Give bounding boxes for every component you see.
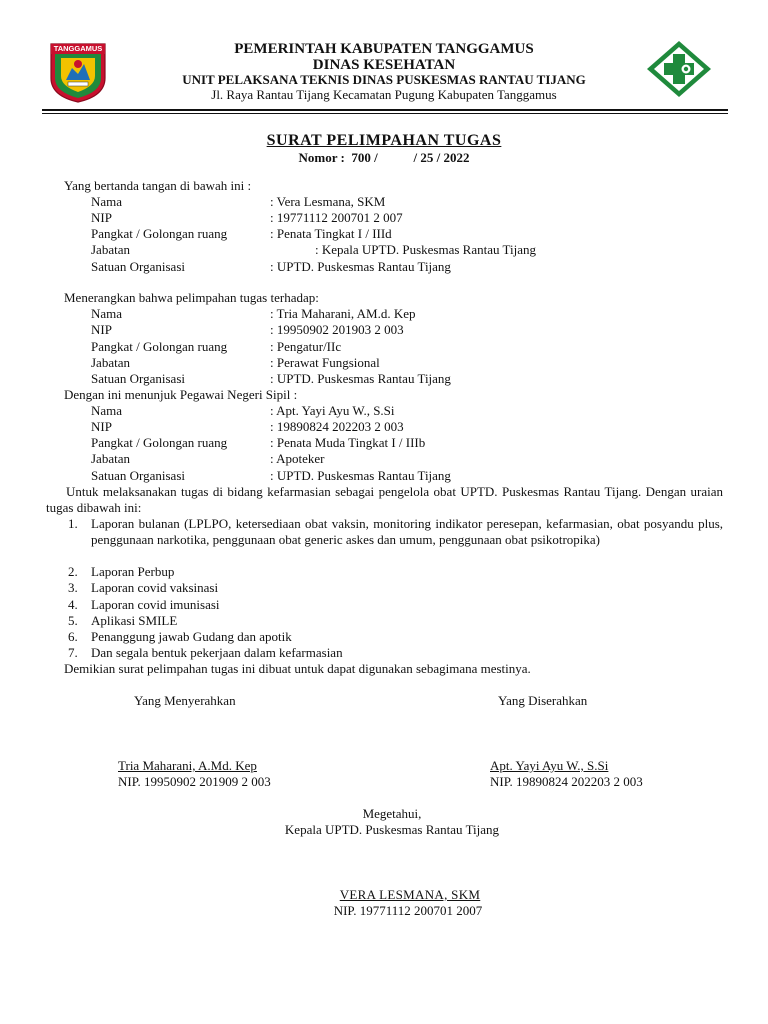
task-5-text: Aplikasi SMILE	[91, 613, 178, 628]
intro-text: Yang bertanda tangan di bawah ini :	[64, 178, 252, 193]
head-name: VERA LESMANA, SKM	[339, 887, 481, 902]
task-1-number: 1.	[68, 516, 78, 531]
acknowledged-label: Megetahui,	[362, 806, 422, 821]
header-line-4: Jl. Raya Rantau Tijang Kecamatan Pugung Kabupaten Tanggamus	[211, 87, 557, 102]
right-signer-role: Yang Diserahkan	[498, 693, 588, 708]
task-1-text: Laporan bulanan (LPLPO, ketersediaan obat vaksin, monitoring indikator peresepan, kefarmasian, obat posyandu plus, penggunaan narkotika, penggunaan obat generic askes dan umum, penggunaan obat psikotropika)	[91, 516, 723, 547]
p2-value-jabatan: : Perawat Fungsional	[270, 355, 380, 370]
right-signer-nip: NIP. 19890824 202203 2 003	[490, 774, 643, 789]
p1-label-nama: Nama	[91, 194, 123, 209]
header-rule-thick	[42, 109, 728, 111]
p3-value-nama: : Apt. Yayi Ayu W., S.Si	[270, 403, 395, 418]
p3-label-jabatan: Jabatan	[91, 451, 130, 466]
p1-label-jabatan: Jabatan	[91, 242, 130, 257]
task-3-number: 3.	[68, 580, 78, 595]
header-rule-thin	[42, 113, 728, 114]
letter-number: Nomor : 700 / / 25 / 2022	[298, 150, 470, 165]
p2-label-satuan: Satuan Organisasi	[91, 371, 185, 386]
header-line-2: DINAS KESEHATAN	[312, 57, 456, 73]
task-6-text: Penanggung jawab Gudang dan apotik	[91, 629, 292, 644]
p1-value-nip: : 19771112 200701 2 007	[270, 210, 403, 225]
logo-text: TANGGAMUS	[51, 44, 105, 54]
p1-value-jabatan: : Kepala UPTD. Puskesmas Rantau Tijang	[315, 242, 536, 257]
p2-label-nama: Nama	[91, 306, 123, 321]
p2-label-nip: NIP	[91, 322, 112, 337]
header-line-1: PEMERINTAH KABUPATEN TANGGAMUS	[234, 41, 534, 57]
right-signer-name: Apt. Yayi Ayu W., S.Si	[490, 758, 609, 773]
closing-text: Demikian surat pelimpahan tugas ini dibuat untuk dapat digunakan sebagimana mestinya.	[64, 661, 531, 676]
p3-value-jabatan: : Apoteker	[270, 451, 325, 466]
p3-label-satuan: Satuan Organisasi	[91, 468, 185, 483]
task-3-text: Laporan covid vaksinasi	[91, 580, 219, 595]
p3-value-nip: : 19890824 202203 2 003	[270, 419, 404, 434]
p2-value-nip: : 19950902 201903 2 003	[270, 322, 404, 337]
section2-intro: Menerangkan bahwa pelimpahan tugas terhadap:	[64, 290, 319, 305]
task-6-number: 6.	[68, 629, 78, 644]
purpose-paragraph: Untuk melaksanakan tugas di bidang kefarmasian sebagai pengelola obat UPTD. Puskesmas Rantau Tijang. Dengan uraian tugas dibawah ini:	[46, 484, 723, 515]
p2-value-satuan: : UPTD. Puskesmas Rantau Tijang	[270, 371, 451, 386]
task-2-text: Laporan Perbup	[91, 564, 175, 579]
p3-label-nama: Nama	[91, 403, 123, 418]
p2-value-nama: : Tria Maharani, AM.d. Kep	[270, 306, 416, 321]
task-4-text: Laporan covid imunisasi	[91, 597, 220, 612]
p2-label-jabatan: Jabatan	[91, 355, 130, 370]
p1-label-pangkat: Pangkat / Golongan ruang	[91, 226, 228, 241]
p3-value-pangkat: : Penata Muda Tingkat I / IIIb	[270, 435, 426, 450]
left-signer-nip: NIP. 19950902 201909 2 003	[118, 774, 271, 789]
section3-intro: Dengan ini menunjuk Pegawai Negeri Sipil :	[64, 387, 298, 402]
p1-label-nip: NIP	[91, 210, 112, 225]
task-7-number: 7.	[68, 645, 78, 660]
p1-label-satuan: Satuan Organisasi	[91, 259, 185, 274]
head-nip: NIP. 19771112 200701 2007	[333, 903, 483, 918]
p3-label-nip: NIP	[91, 419, 112, 434]
task-7-text: Dan segala bentuk pekerjaan dalam kefarmasian	[91, 645, 343, 660]
task-5-number: 5.	[68, 613, 78, 628]
task-4-number: 4.	[68, 597, 78, 612]
left-signer-role: Yang Menyerahkan	[134, 693, 236, 708]
p1-value-nama: : Vera Lesmana, SKM	[270, 194, 386, 209]
task-2-number: 2.	[68, 564, 78, 579]
p2-label-pangkat: Pangkat / Golongan ruang	[91, 339, 228, 354]
header-line-3: UNIT PELAKSANA TEKNIS DINAS PUSKESMAS RANTAU TIJANG	[182, 72, 586, 87]
head-title: Kepala UPTD. Puskesmas Rantau Tijang	[284, 822, 500, 837]
left-signer-name: Tria Maharani, A.Md. Kep	[118, 758, 257, 773]
p2-value-pangkat: : Pengatur/IIc	[270, 339, 342, 354]
p3-value-satuan: : UPTD. Puskesmas Rantau Tijang	[270, 468, 451, 483]
p1-value-pangkat: : Penata Tingkat I / IIId	[270, 226, 392, 241]
p3-label-pangkat: Pangkat / Golongan ruang	[91, 435, 228, 450]
letter-title: SURAT PELIMPAHAN TUGAS	[266, 132, 502, 149]
p1-value-satuan: : UPTD. Puskesmas Rantau Tijang	[270, 259, 451, 274]
